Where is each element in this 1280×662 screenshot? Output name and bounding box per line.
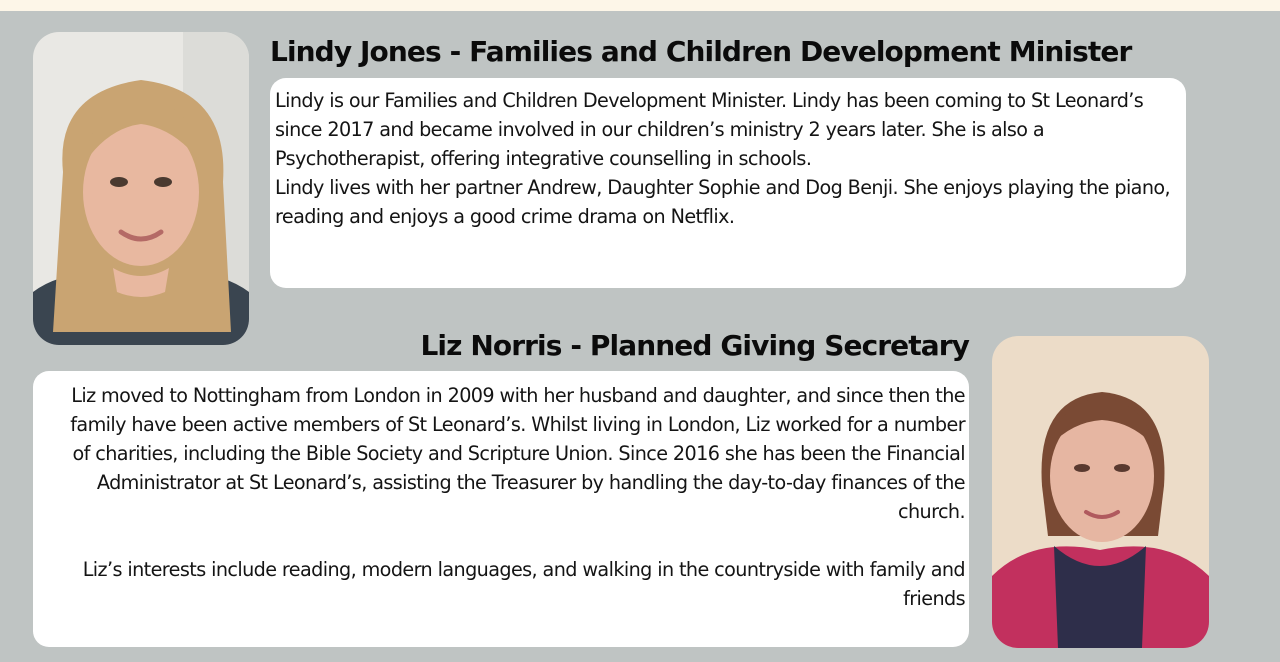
liz-norris-bio-card (33, 371, 969, 647)
liz-bio-paragraph: Liz’s interests include reading, modern languages, and walking in the countryside with family and friends (82, 558, 965, 610)
liz-norris-photo (992, 336, 1209, 648)
top-banner-strip (0, 0, 1280, 11)
lindy-bio-paragraph: Lindy is our Families and Children Development Minister. Lindy has been coming to St Leonard’s since 2017 and became involved in our children’s ministry 2 years later. She is also a Psychotherapist, offering integrative counselling in schools. (275, 89, 1144, 170)
lindy-jones-photo (33, 32, 249, 345)
liz-norris-heading: Liz Norris - Planned Giving Secretary (420, 329, 969, 362)
liz-portrait-image (992, 336, 1209, 648)
liz-bio-paragraph: Liz moved to Nottingham from London in 2009 with her husband and daughter, and since then the family have been active members of St Leonard’s. Whilst living in London, Liz worked for a number of charities, including the Bible Society and Scripture Union. Since 2016 she has been the Financial Administrator at St Leonard’s, assisting the Treasurer by handling the day-to-day finances of the church. (70, 384, 965, 523)
paragraph-spacer (51, 526, 965, 555)
lindy-jones-bio-card (270, 78, 1186, 288)
lindy-jones-heading: Lindy Jones - Families and Children Development Minister (270, 35, 1132, 68)
lindy-portrait-image (33, 32, 249, 345)
lindy-bio-paragraph: Lindy lives with her partner Andrew, Daughter Sophie and Dog Benji. She enjoys playing the piano, reading and enjoys a good crime drama on Netflix. (275, 176, 1171, 228)
